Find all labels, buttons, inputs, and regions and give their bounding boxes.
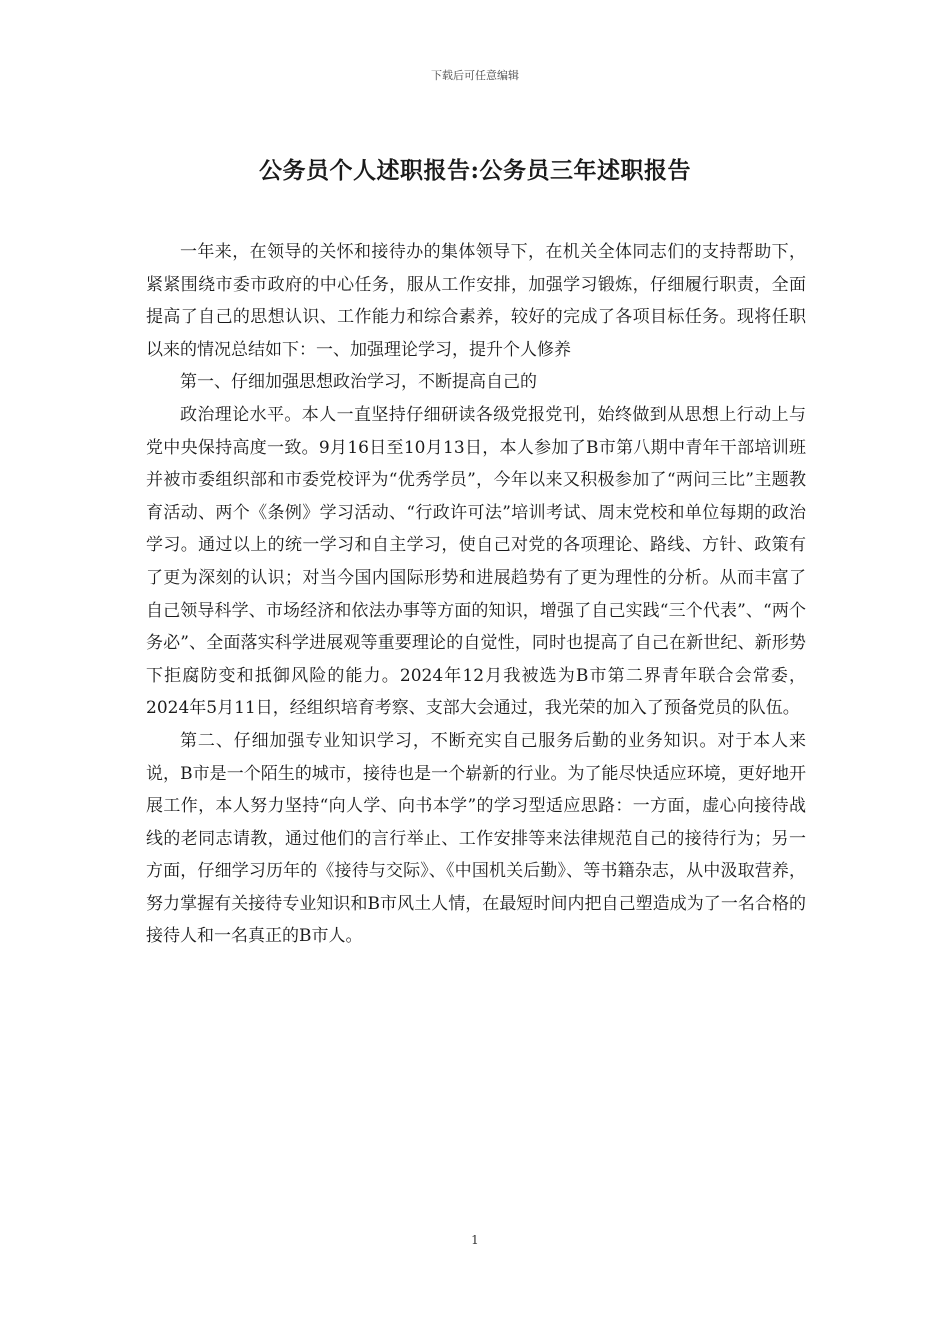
page-number: 1 — [471, 1233, 479, 1247]
header-note: 下载后可任意编辑 — [431, 69, 519, 82]
body-paragraph-3: 政治理论水平。本人一直坚持仔细研读各级党报党刊，始终做到从思想上行动上与党中央保持高度一致。9月16日至10月13日，本人参加了B市第八期中青年干部培训班并被市委组织部和市委党校评为“优秀学员”，今年以来又积极参加了“两问三比”主题教育活动、两个《条例》学习活动、“行政许可法”培训考试、周末党校和单位每期的政治学习。通过以上的统一学习和自主学习，使自己对党的各项理论、路线、方针、政策有了更为深刻的认识；对当今国内国际形势和进展趋势有了更为理性的分析。从而丰富了自己领导科学、市场经济和依法办事等方面的知识，增强了自己实践“三个代表”、“两个务必”、全面落实科学进展观等重要理论的自觉性，同时也提高了自己在新世纪、新形势下拒腐防变和抵御风险的能力。2024年12月我被选为B市第二界青年联合会常委，2024年5月11日，经组织培育考察、支部大会通过，我光荣的加入了预备党员的队伍。 — [146, 404, 806, 719]
body-paragraph-4: 第二、仔细加强专业知识学习，不断充实自己服务后勤的业务知识。对于本人来说，B市是一个陌生的城市，接待也是一个崭新的行业。为了能尽快适应环境，更好地开展工作，本人努力坚持“向人学、向书本学”的学习型适应思路：一方面，虚心向接待战线的老同志请教，通过他们的言行举止、工作安排等来法律规范自己的接待行为；另一方面，仔细学习历年的《接待与交际》、《中国机关后勤》、等书籍杂志，从中汲取营养，努力掌握有关接待专业知识和B市风土人情，在最短时间内把自己塑造成为了一名合格的接待人和一名真正的B市人。 — [146, 730, 806, 947]
document-title: 公务员个人述职报告:公务员三年述职报告 — [259, 157, 691, 184]
body-paragraph-2: 第一、仔细加强思想政治学习，不断提高自己的 — [180, 372, 537, 393]
document-body — [146, 236, 806, 953]
body-paragraph-1: 一年来，在领导的关怀和接待办的集体领导下，在机关全体同志们的支持帮助下，紧紧围绕市委市政府的中心任务，服从工作安排，加强学习锻炼，仔细履行职责，全面提高了自己的思想认识、工作能力和综合素养，较好的完成了各项目标任务。现将任职以来的情况总结如下：一、加强理论学习，提升个人修养 — [146, 242, 806, 360]
